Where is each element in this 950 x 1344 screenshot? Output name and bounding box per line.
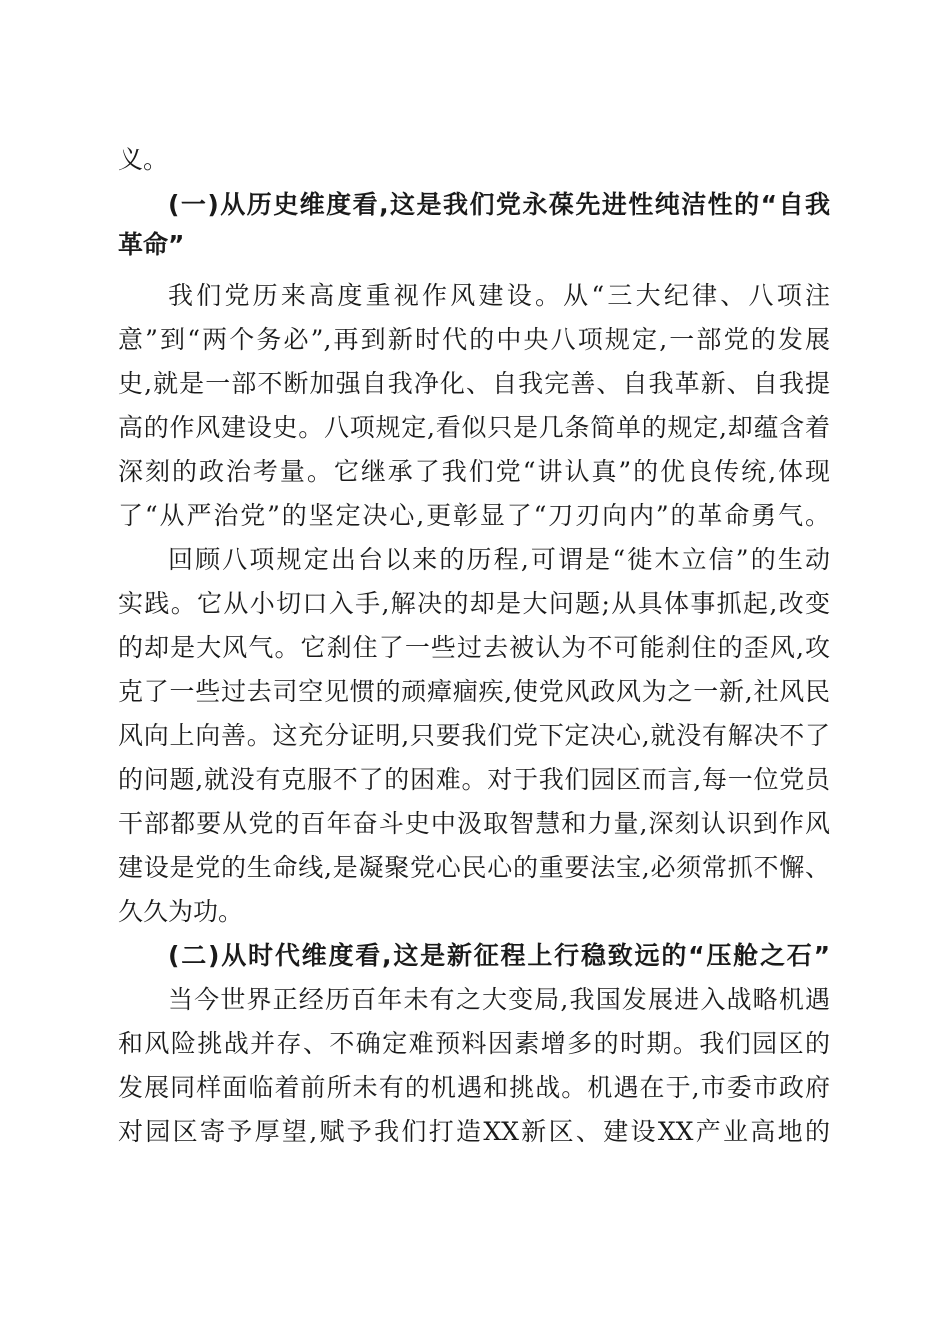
- text-line: 建设是党的生命线,是凝聚党心民心的重要法宝,必须常抓不懈、: [118, 853, 830, 882]
- text-line: 对园区寄予厚望,赋予我们打造XX新区、建设XX产业高地的: [118, 1117, 830, 1146]
- text-line: 意”到“两个务必”,再到新时代的中央八项规定,一部党的发展: [118, 325, 830, 354]
- text-line: 实践。它从小切口入手,解决的却是大问题;从具体事抓起,改变: [118, 589, 830, 618]
- text-line: 高的作风建设史。八项规定,看似只是几条简单的规定,却蕴含着: [118, 413, 830, 442]
- text-line: 了“从严治党”的坚定决心,更彰显了“刀刃向内”的革命勇气。: [118, 501, 830, 530]
- section-heading-1-cont: 革命”: [118, 230, 185, 259]
- text-line: 克了一些过去司空见惯的顽瘴痼疾,使党风政风为之一新,社风民: [118, 677, 830, 706]
- text-line: 和风险挑战并存、不确定难预料因素增多的时期。我们园区的: [118, 1029, 830, 1058]
- text-line: 发展同样面临着前所未有的机遇和挑战。机遇在于,市委市政府: [118, 1073, 830, 1102]
- text-line: 的问题,就没有克服不了的困难。对于我们园区而言,每一位党员: [118, 765, 830, 794]
- text-line: 我们党历来高度重视作风建设。从“三大纪律、八项注: [168, 281, 830, 310]
- text-line: 义。: [118, 145, 169, 174]
- section-heading-1: (一)从历史维度看,这是我们党永葆先进性纯洁性的“自我: [168, 190, 830, 219]
- text-line: 回顾八项规定出台以来的历程,可谓是“徙木立信”的生动: [168, 545, 830, 574]
- text-line: 当今世界正经历百年未有之大变局,我国发展进入战略机遇: [168, 985, 830, 1014]
- text-line: 深刻的政治考量。它继承了我们党“讲认真”的优良传统,体现: [118, 457, 830, 486]
- text-line: 风向上向善。这充分证明,只要我们党下定决心,就没有解决不了: [118, 721, 830, 750]
- section-heading-2: (二)从时代维度看,这是新征程上行稳致远的“压舱之石”: [168, 941, 830, 970]
- text-line: 干部都要从党的百年奋斗史中汲取智慧和力量,深刻认识到作风: [118, 809, 830, 838]
- text-line: 的却是大风气。它刹住了一些过去被认为不可能刹住的歪风,攻: [118, 633, 830, 662]
- text-line: 史,就是一部不断加强自我净化、自我完善、自我革新、自我提: [118, 369, 830, 398]
- text-line: 久久为功。: [118, 897, 244, 926]
